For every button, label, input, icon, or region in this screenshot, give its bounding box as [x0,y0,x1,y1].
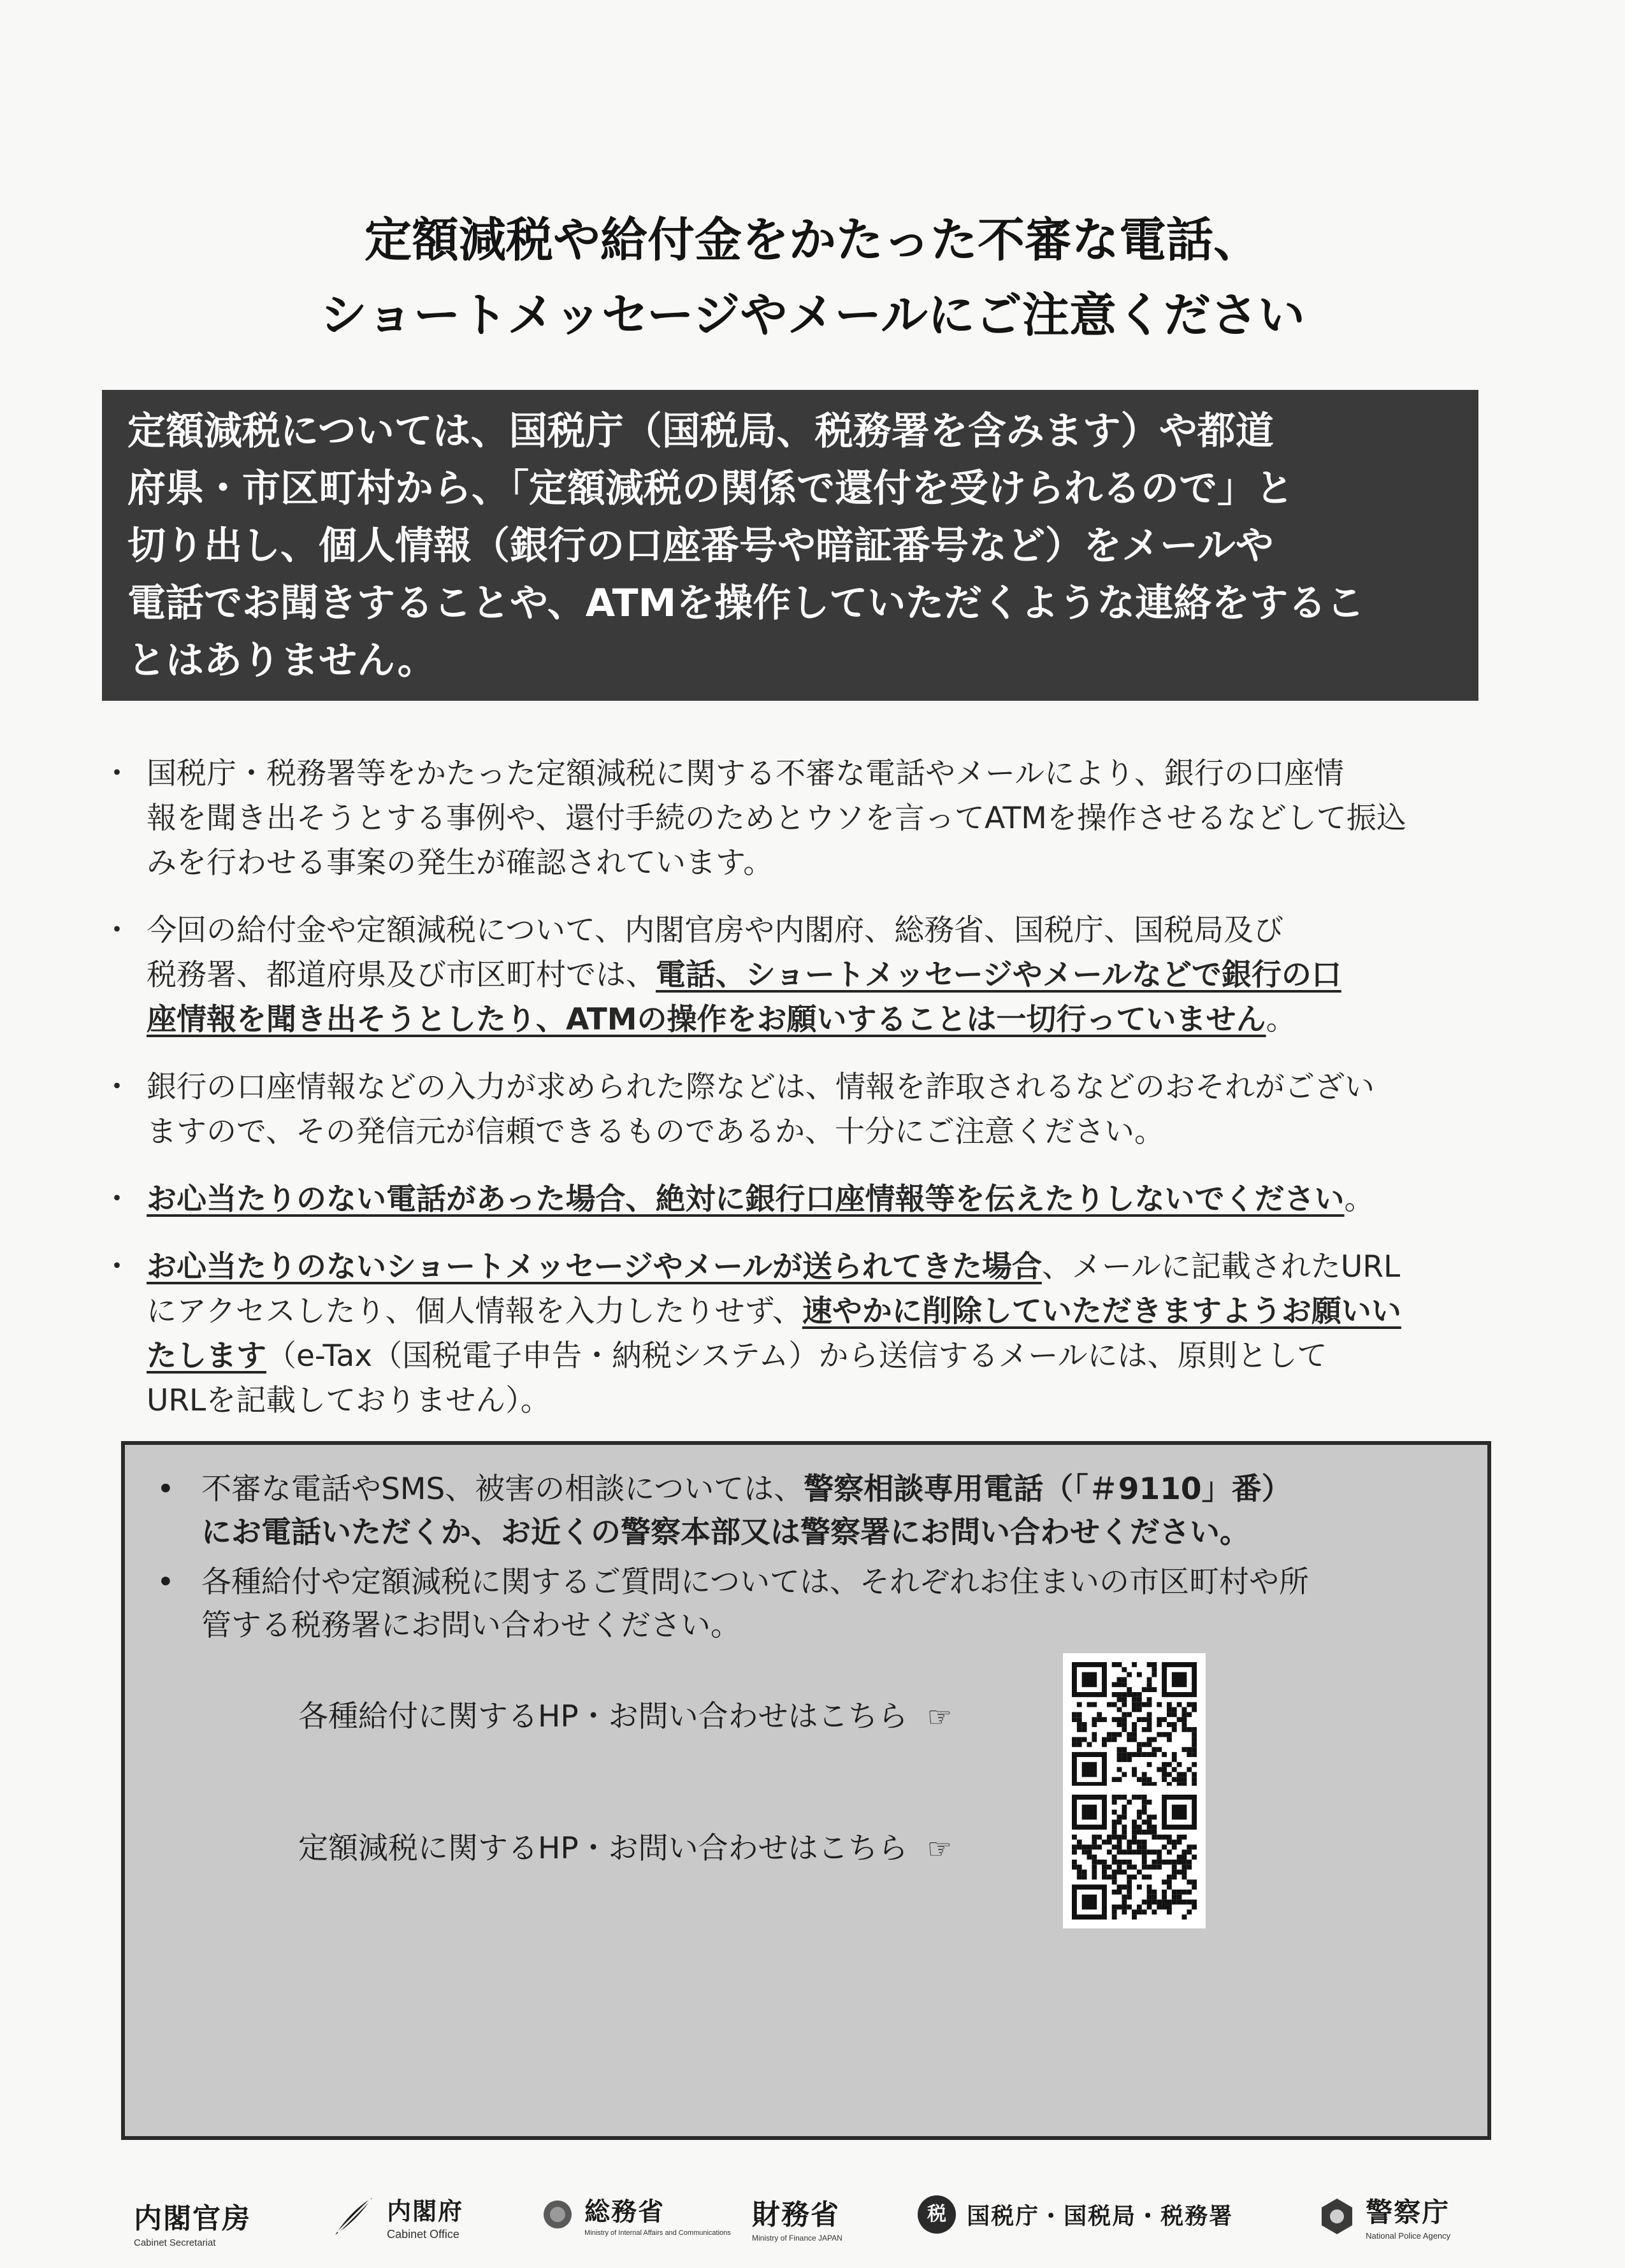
notice-line: 切り出し、個人情報（銀行の口座番号や暗証番号など）をメールや [127,524,1274,568]
bullet-text-plain: 。 [1344,1182,1375,1217]
logo-text: 警察庁 [1366,2197,1450,2228]
bullet-text [147,1334,1485,1379]
contact-text: 各種給付や定額減税に関するご質問については、それぞれお住まいの市区町村や所 [201,1565,1310,1600]
contact-info-box [121,1441,1491,2140]
logo-subtext: Cabinet Office [387,2228,459,2241]
police-emblem-icon [1319,2197,1355,2236]
benefits-hp-label: 各種給付に関するHP・お問い合わせはこちら [298,1699,908,1734]
bullet-text-plain: 、メールに記載されたURL [1041,1249,1401,1284]
cabinet-office-leaf-icon [331,2194,376,2239]
notice-line: 電話でお聞きすることや、ATMを操作していただくような連絡をするこ [127,581,1365,626]
bullet-text-plain: 税務署、都道府県及び市区町村では、 [147,958,656,993]
contact-text: 管する税務署にお問い合わせください。 [201,1608,740,1643]
bullet-item [96,1245,1485,1423]
logo-text: 国税庁・国税局・税務署 [967,2202,1234,2229]
bullet-text: 国税庁・税務署等をかたった定額減税に関する不審な電話やメールにより、銀行の口座情 [147,756,1345,791]
logo-subtext: Ministry of Finance JAPAN [752,2234,842,2243]
notice-box [102,390,1478,701]
notice-line: 府県・市区町村から、「定額減税の関係で還付を受けられるので」と [127,466,1294,511]
cabinet-office-logo [331,2192,463,2241]
page-title [0,203,1625,353]
cabinet-secretariat-logo [134,2195,251,2248]
bullet-list [96,752,1485,1446]
title-line-1: 定額減税や給付金をかたった不審な電話、 [365,213,1260,268]
bullet-text-plain: 。 [1266,1002,1296,1037]
bullet-item [96,1065,1485,1154]
bullet-text [147,1245,1485,1289]
mic-emblem-icon [542,2199,574,2230]
bullet-item [96,1177,1485,1222]
bullet-text-emphasis: 座情報を聞き出そうとしたり、ATMの操作をお願いすることは一切行っていません [147,1002,1266,1037]
bullet-item [96,752,1485,886]
logo-subtext: Ministry of Internal Affairs and Communications [584,2229,731,2237]
nta-logo [918,2195,1233,2234]
pointing-hand-icon: ☞ [927,1701,953,1733]
contact-text [201,1511,1470,1554]
bullet-dot: ・ [102,1249,132,1284]
bullet-dot: • [157,1565,175,1600]
qr-code-icon [1072,1795,1197,1920]
bullet-text [147,998,1485,1042]
bullet-text [147,953,1485,998]
bullet-text [147,1289,1485,1334]
contact-text-plain: 不審な電話やSMS、被害の相談については、 [201,1472,804,1507]
qr-code-icon [1072,1662,1197,1787]
mof-logo [752,2192,842,2243]
contact-text-emphasis: にお電話いただくか、お近くの警察本部又は警察署にお問い合わせください。 [201,1515,1250,1550]
bullet-text: ますので、その発信元が信頼できるものであるか、十分にご注意ください。 [147,1114,1165,1149]
bullet-dot: • [157,1472,175,1507]
contact-bullet [144,1561,1470,1647]
pointing-hand-icon: ☞ [927,1833,953,1865]
bullet-text: URLを記載しておりません）。 [147,1383,551,1418]
bullet-dot: ・ [102,1070,132,1105]
contact-text-emphasis: 警察相談専用電話（「＃9110」番） [804,1472,1292,1507]
notice-line: とはありません。 [127,638,436,683]
bullet-dot: ・ [102,756,132,791]
contact-bullet [144,1468,1470,1554]
agency-logos [121,2192,1504,2268]
bullet-text: みを行わせる事案の発生が確認されています。 [147,845,774,880]
nta-emblem-icon: 税 [918,2195,956,2234]
bullet-text-plain: （e-Tax（国税電子申告・納税システム）から送信するメールには、原則として [266,1339,1327,1374]
benefits-hp-link[interactable] [298,1695,952,1739]
bullet-text-emphasis: 速やかに削除していただきますようお願いい [802,1294,1401,1329]
logo-text: 財務省 [752,2199,840,2231]
bullet-text: 銀行の口座情報などの入力が求められた際などは、情報を詐取されるなどのおそれがござい [147,1070,1375,1105]
bullet-text-emphasis: 電話、ショートメッセージやメールなどで銀行の口 [656,958,1341,993]
logo-text: 内閣官房 [134,2202,251,2235]
bullet-text-emphasis: お心当たりのない電話があった場合、絶対に銀行口座情報等を伝えたりしないでください [147,1182,1345,1217]
npa-logo [1319,2192,1450,2241]
tax-reduction-hp-link[interactable] [298,1827,952,1871]
logo-text: 内閣府 [387,2197,464,2225]
bullet-text: 報を聞き出そうとする事例や、還付手続のためとウソを言ってATMを操作させるなどして振込 [147,801,1406,836]
bullet-text-plain: にアクセスしたり、個人情報を入力したりせず、 [147,1294,802,1329]
bullet-text: 今回の給付金や定額減税について、内閣官房や内閣府、総務省、国税庁、国税局及び [147,913,1284,948]
mic-logo [542,2192,731,2237]
notice-line: 定額減税については、国税庁（国税局、税務署を含みます）や都道 [127,409,1274,454]
tax-reduction-hp-label: 定額減税に関するHP・お問い合わせはこちら [298,1831,908,1866]
bullet-text-emphasis: お心当たりのないショートメッセージやメールが送られてきた場合 [147,1249,1042,1284]
bullet-text [147,1177,1485,1222]
bullet-item [96,908,1485,1042]
logo-subtext: National Police Agency [1366,2231,1451,2241]
contact-text [201,1468,1470,1511]
title-line-2: ショートメッセージやメールにご注意ください [320,288,1305,343]
bullet-dot: ・ [102,913,132,948]
tax-reduction-qr-code[interactable] [1063,1786,1206,1928]
bullet-text-emphasis: たします [147,1339,266,1374]
logo-subtext: Cabinet Secretariat [134,2237,216,2248]
bullet-dot: ・ [102,1182,132,1217]
logo-text: 総務省 [584,2197,665,2227]
benefits-qr-code[interactable] [1063,1653,1206,1796]
